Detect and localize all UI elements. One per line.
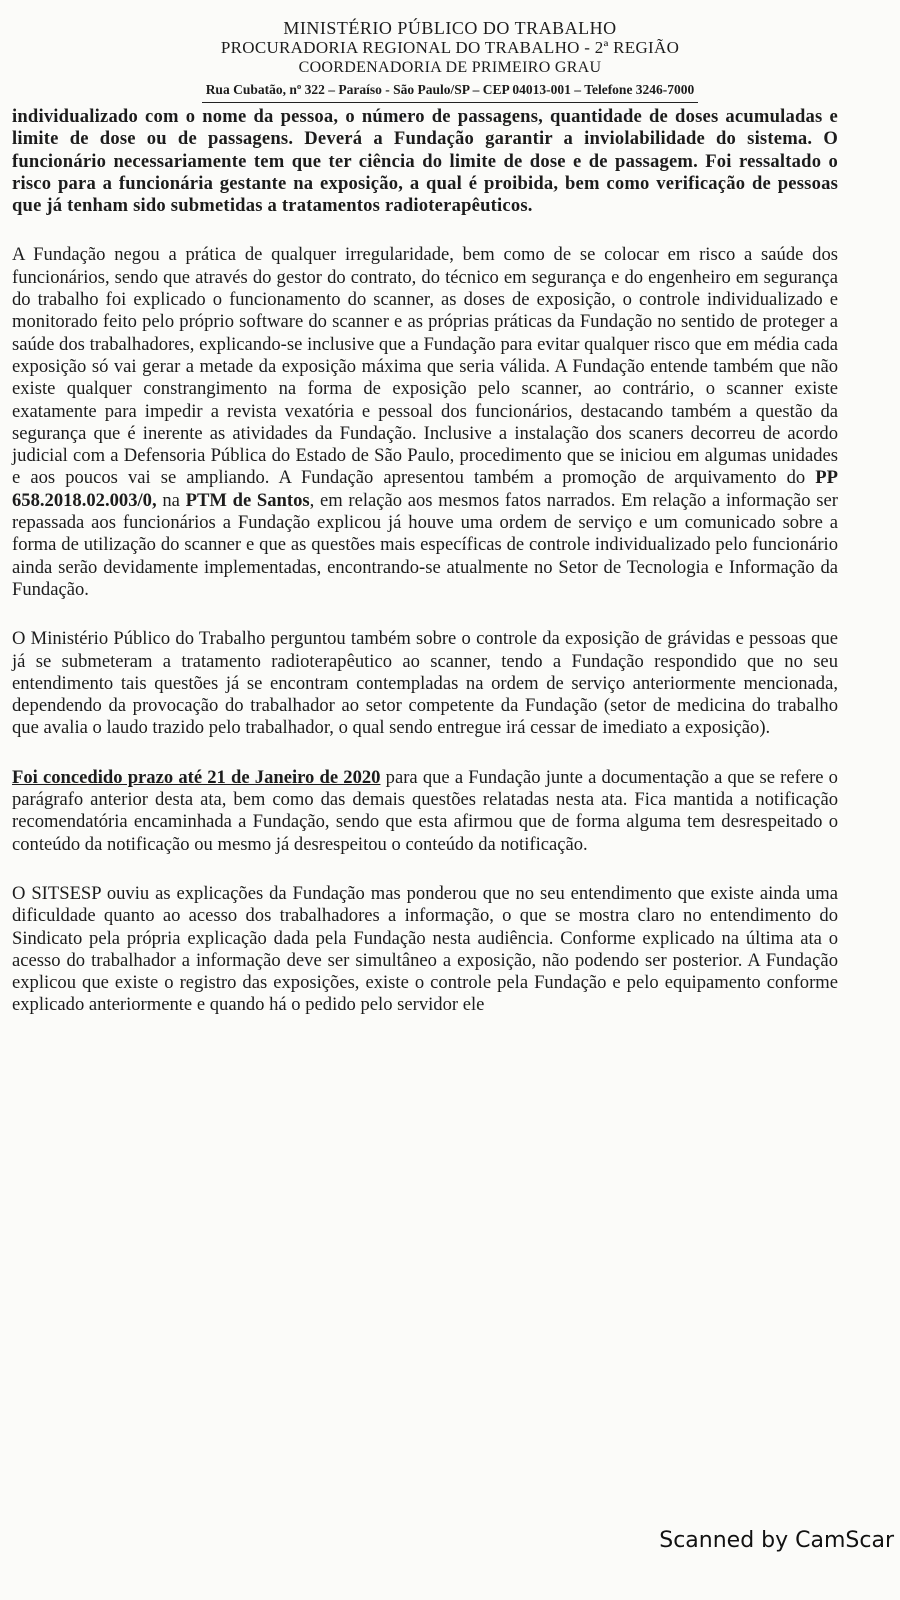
paragraph-4 (12, 767, 838, 856)
paragraph-2-text-a: A Fundação negou a prática de qualquer irregularidade, bem como de se colocar em risco a saúde dos funcionários, sendo que através do gestor do contrato, do técnico em segurança e do engenheiro em segurança do trabalho foi explicado o funcionamento do scanner, as doses de exposição, o controle individualizado e monitorado feito pelo próprio software do scanner e as próprias práticas da Fundação no sentido de proteger a saúde dos trabalhadores, explicando-se inclusive que a Fundação para evitar qualquer risco que em média cada exposição só vai gerar a metade da exposição máxima que seria válida. A Fundação entende também que não existe qualquer constrangimento na forma de exposição pelo scanner, ao contrário, o scanner existe exatamente para impedir a revista vexatória e pessoal dos funcionários, destacando também a questão da segurança que é inerente as atividades da Fundação. Inclusive a instalação dos scaners decorreu de acordo judicial com a Defensoria Pública do Estado de São Paulo, procedimento que se iniciou em algumas unidades e aos poucos vai se ampliando. A Fundação apresentou também a promoção de arquivamento do (12, 244, 838, 489)
header-procuradoria: PROCURADORIA REGIONAL DO TRABALHO - 2ª REGIÃO (220, 38, 680, 57)
paragraph-1: individualizado com o nome da pessoa, o número de passagens, quantidade de doses acumuladas e limite de dose ou de passagens. Deverá a Fundação garantir a inviolabilidade do sistema. O funcionário necessariamente tem que ter ciência do limite de dose e de passagem. Foi ressaltado o risco para a funcionária gestante na exposição, a qual é proibida, bem como verificação de pessoas que já tenham sido submetidas a tratamentos radioterapêuticos. (12, 106, 838, 217)
paragraph-5: O SITSESP ouviu as explicações da Fundação mas ponderou que no seu entendimento que existe ainda uma dificuldade quanto ao acesso dos trabalhadores a informação, o que se mostra claro no entendimento do Sindicato pela própria explicação dada pela Fundação nesta audiência. Conforme explicado na última ata o acesso do trabalhador a informação deve ser simultâneo a exposição, não podendo ser posterior. A Fundação explicou que existe o registro das exposições, existe o controle pela Fundação e pelo equipamento conforme explicado anteriormente e quando há o pedido pelo servidor ele (12, 882, 838, 1016)
header-coordenadoria: COORDENADORIA DE PRIMEIRO GRAU (298, 59, 602, 76)
paragraph-2-text-c: , em relação aos mesmos fatos narrados. Em relação a informação ser repassada aos funcionários a Fundação explicou já houve uma ordem de serviço e um comunicado sobre a forma de utilização do scanner e que as questões mais específicas de controle individualizado pelo funcionário ainda serão devidamente implementadas, encontrando-se atualmente no Setor de Tecnologia e Informação da Fundação. (12, 489, 838, 600)
paragraph-2-text-b: na (156, 489, 186, 511)
paragraph-4-text: para que a Fundação junte a documentação a que se refere o parágrafo anterior desta ata, bem como das demais questões relatadas nesta ata. Fica mantida a notificação recomendatória encaminhada a Fundação, sendo que esta afirmou que de forma alguma tem desrespeitado o conteúdo da notificação ou mesmo já desrespeitou o conteúdo da notificação. (12, 766, 838, 855)
paragraph-3: O Ministério Público do Trabalho perguntou também sobre o controle da exposição de grávidas e pessoas que já se submeteram a tratamento radioterapêutico ao scanner, tendo a Fundação respondido que no seu entendimento tais questões já se encontram contempladas na ordem de serviço anteriormente mencionada, dependendo da provocação do trabalhador ao setor competente da Fundação (setor de medicina do trabalho que avalia o laudo trazido pelo trabalhador, o qual sendo entregue irá cessar de imediato a exposição). (12, 628, 838, 739)
header-ministry: MINISTÉRIO PÚBLICO DO TRABALHO (283, 18, 617, 38)
scanner-watermark: Scanned by CamScar (659, 1528, 894, 1553)
paragraph-4-deadline: Foi concedido prazo até 21 de Janeiro de 2020 (12, 766, 381, 788)
header-address: Rua Cubatão, nº 322 – Paraíso - São Paulo/SP – CEP 04013-001 – Telefone 3246-7000 (202, 80, 699, 103)
document-body (12, 106, 838, 1017)
paragraph-2 (12, 244, 838, 601)
paragraph-2-ptm: PTM de Santos (185, 489, 310, 511)
document-header (0, 18, 900, 103)
paragraph-2-pp-number: PP 658.2018.02.003/0, (12, 467, 838, 511)
